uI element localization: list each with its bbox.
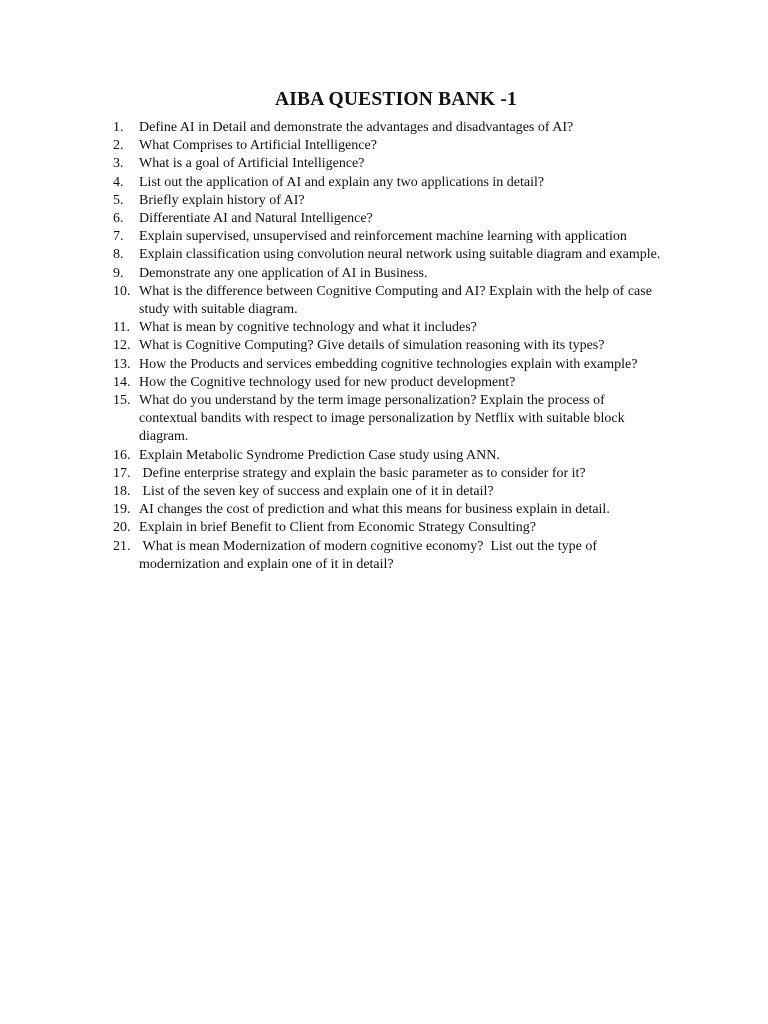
list-item: [110, 137, 665, 155]
question-number: 16.: [113, 447, 131, 463]
question-text: Explain supervised, unsupervised and reinforcement machine learning with application: [139, 229, 627, 245]
list-item: [110, 246, 665, 264]
question-text: AI changes the cost of prediction and what this means for business explain in detail.: [139, 502, 610, 518]
list-item: [110, 283, 665, 319]
question-number: 17.: [113, 465, 131, 481]
question-number: 7.: [113, 229, 124, 245]
question-number: 6.: [113, 211, 124, 227]
list-item: [110, 155, 665, 173]
question-number: 11.: [113, 320, 130, 336]
question-text: How the Cognitive technology used for new product development?: [139, 374, 516, 390]
question-text: What is the difference between Cognitive Computing and AI? Explain with the help of case study with suitable diagram.: [139, 283, 656, 318]
list-item: [110, 319, 665, 337]
list-item: [110, 447, 665, 465]
list-item: [110, 192, 665, 210]
question-number: 9.: [113, 265, 124, 281]
question-text: Differentiate AI and Natural Intelligence?: [139, 211, 373, 227]
question-number: 10.: [113, 283, 131, 299]
question-number: 12.: [113, 338, 131, 354]
list-item: [110, 228, 665, 246]
question-number: 8.: [113, 247, 124, 263]
question-number: 20.: [113, 520, 131, 536]
question-text: What do you understand by the term image personalization? Explain the process of contextual bandits with respect to image personalization by Netflix with suitable block diagram.: [139, 393, 629, 445]
question-number: 5.: [113, 192, 124, 208]
list-item: [110, 210, 665, 228]
list-item: [110, 174, 665, 192]
question-number: 3.: [113, 156, 124, 172]
question-text: What Comprises to Artificial Intelligence?: [139, 138, 377, 154]
list-item: [110, 483, 665, 501]
question-text: What is a goal of Artificial Intelligence?: [139, 156, 365, 172]
question-list: [110, 119, 665, 574]
list-item: [110, 538, 665, 574]
list-item: [110, 356, 665, 374]
question-text: List of the seven key of success and explain one of it in detail?: [139, 484, 494, 500]
question-text: List out the application of AI and explain any two applications in detail?: [139, 174, 545, 190]
question-text: Explain Metabolic Syndrome Prediction Case study using ANN.: [139, 447, 500, 463]
question-number: 15.: [113, 393, 131, 409]
question-number: 2.: [113, 138, 124, 154]
question-text: What is mean Modernization of modern cognitive economy? List out the type of modernization and explain one of it in detail?: [139, 538, 601, 572]
question-number: 21.: [113, 538, 131, 554]
list-item: [110, 337, 665, 355]
list-item: [110, 119, 665, 137]
question-number: 13.: [113, 356, 131, 372]
question-text: Briefly explain history of AI?: [139, 192, 305, 208]
question-number: 1.: [113, 120, 124, 135]
list-item: [110, 519, 665, 537]
question-text: What is mean by cognitive technology and what it includes?: [139, 320, 477, 336]
list-item: [110, 392, 665, 447]
list-item: [110, 501, 665, 519]
question-number: 18.: [113, 484, 131, 500]
list-item: [110, 374, 665, 392]
question-text: What is Cognitive Computing? Give details of simulation reasoning with its types?: [139, 338, 605, 354]
question-number: 19.: [113, 502, 131, 518]
list-item: [110, 265, 665, 283]
question-text: Explain in brief Benefit to Client from Economic Strategy Consulting?: [139, 520, 536, 536]
question-text: Define AI in Detail and demonstrate the advantages and disadvantages of AI?: [139, 120, 574, 135]
question-number: 14.: [113, 374, 131, 390]
question-text: Define enterprise strategy and explain the basic parameter as to consider for it?: [139, 465, 586, 481]
question-text: Explain classification using convolution neural network using suitable diagram and example.: [139, 247, 661, 263]
page-title: AIBA QUESTION BANK -1: [274, 89, 518, 110]
list-item: [110, 465, 665, 483]
question-text: Demonstrate any one application of AI in Business.: [139, 265, 428, 281]
question-text: How the Products and services embedding cognitive technologies explain with example?: [139, 356, 638, 372]
question-number: 4.: [113, 174, 124, 190]
